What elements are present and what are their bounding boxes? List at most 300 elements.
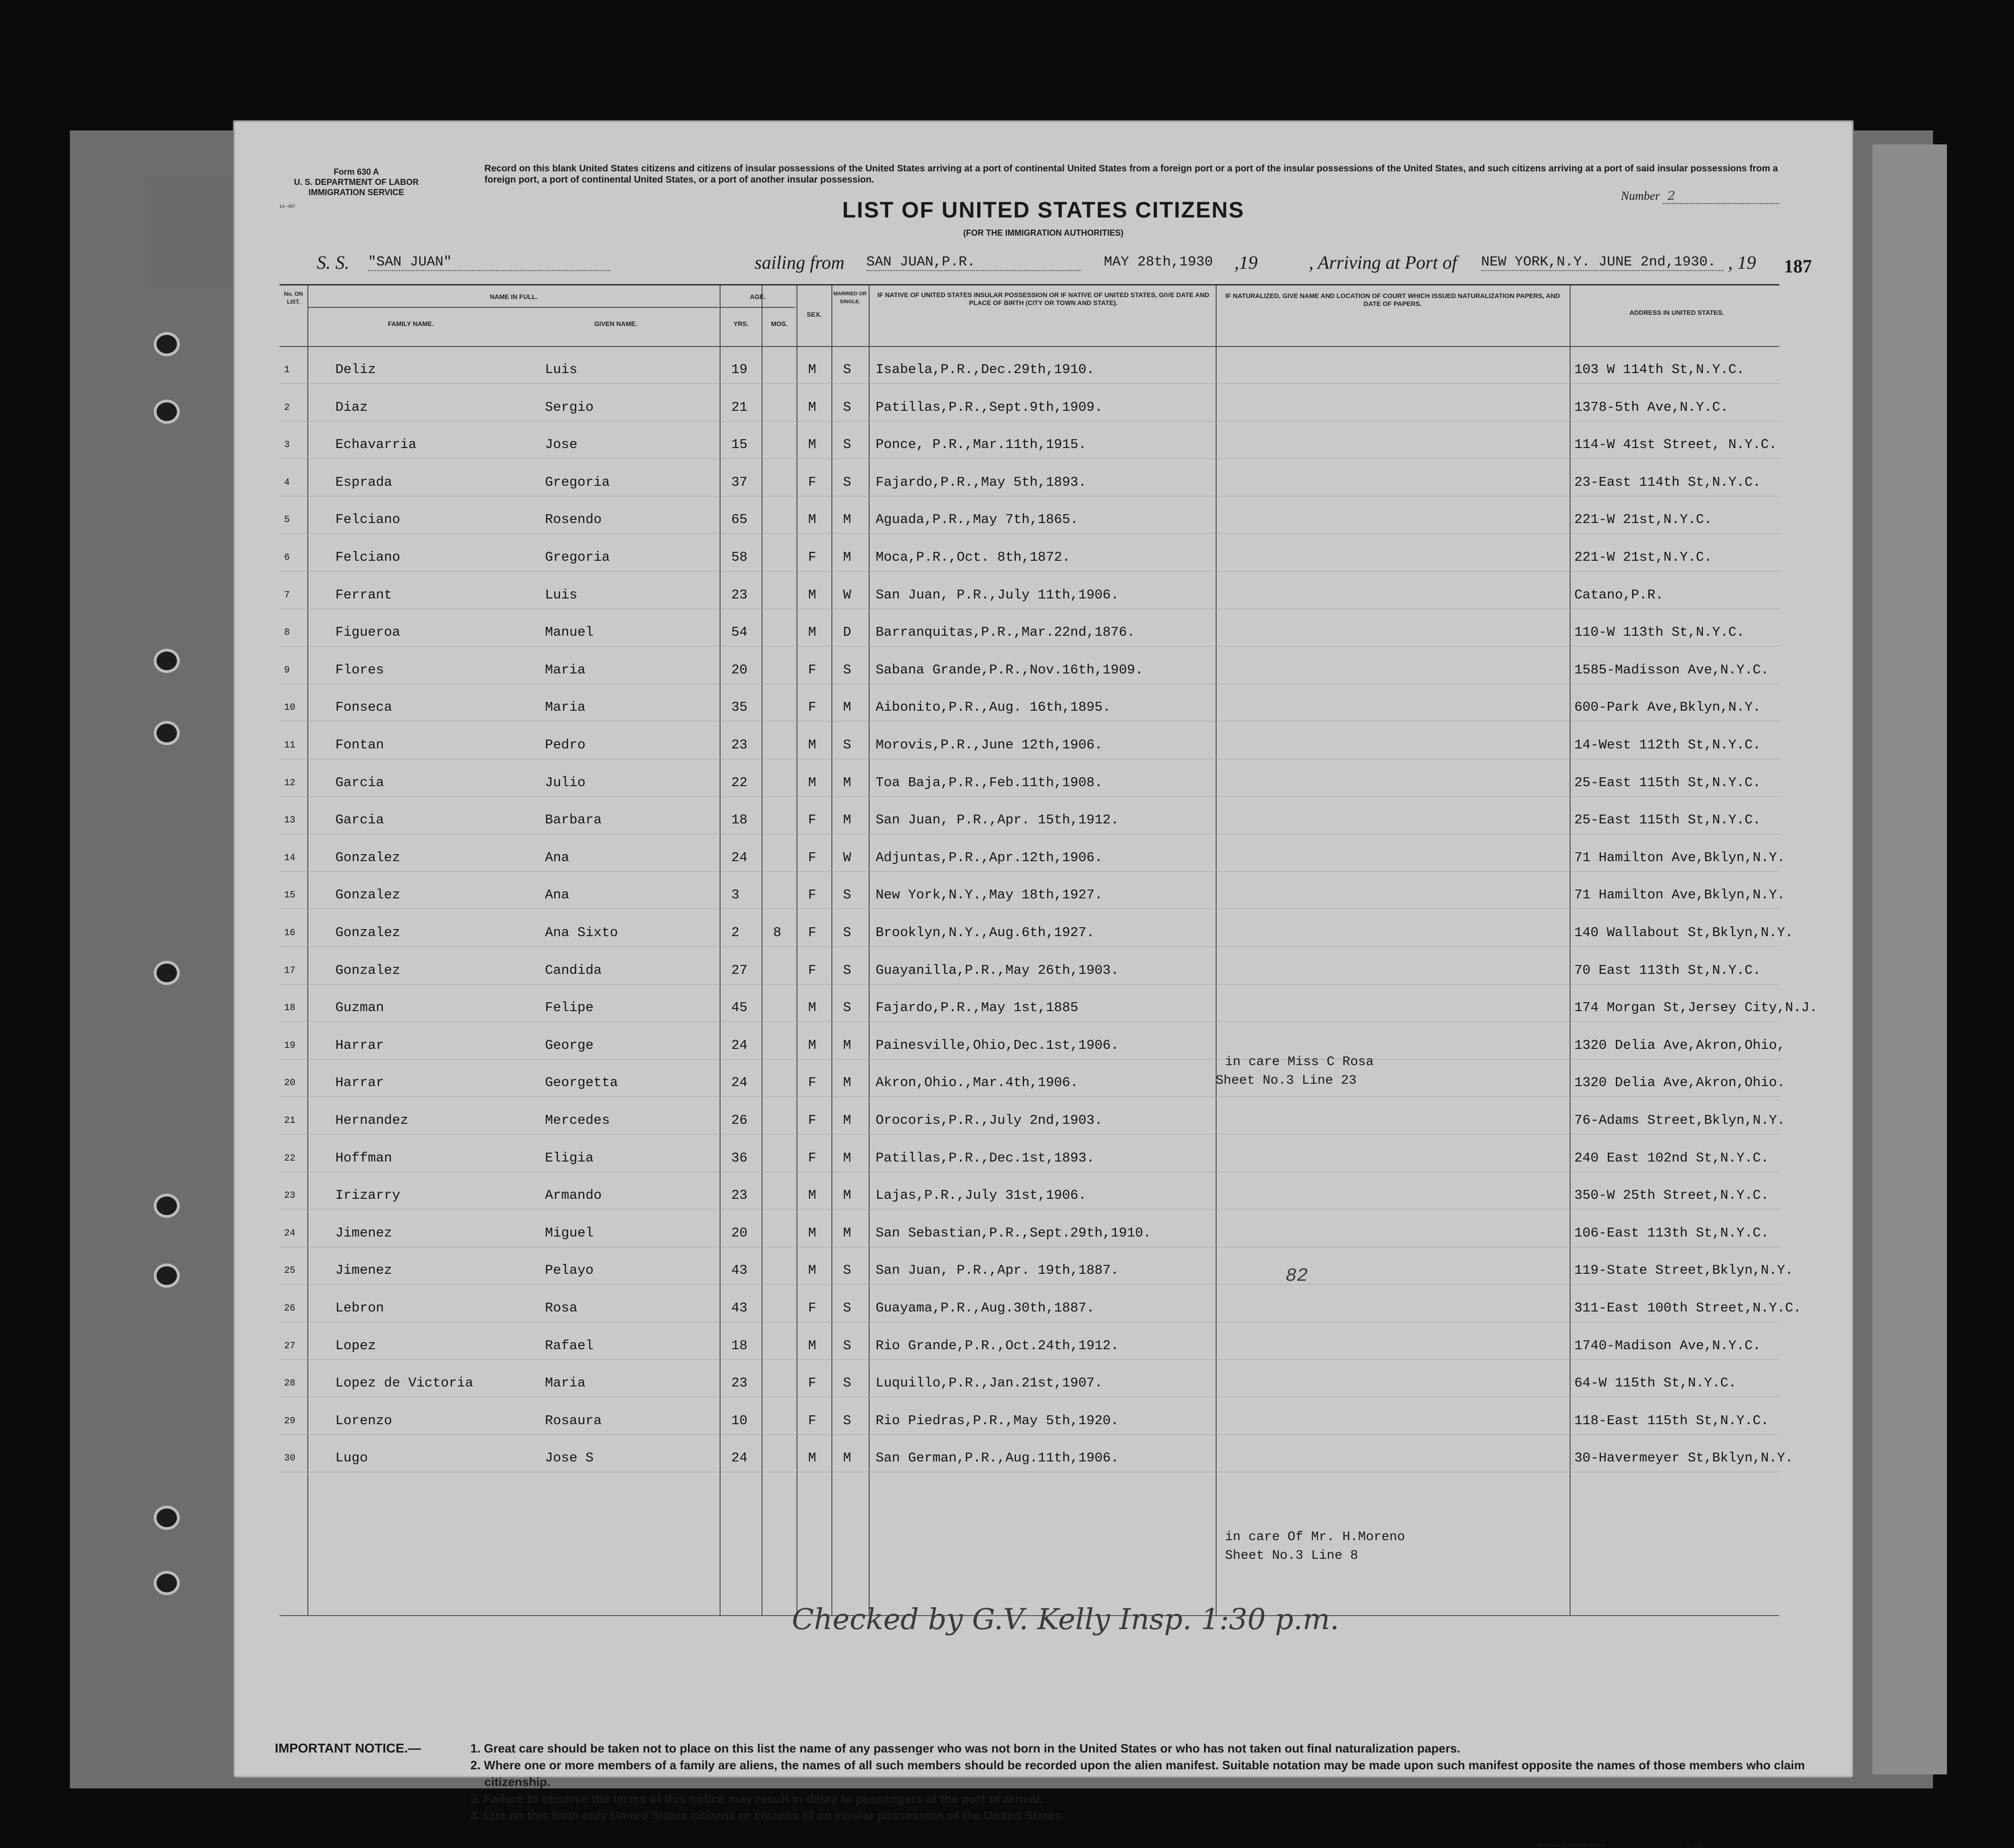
- given-name: Rosa: [545, 1300, 578, 1316]
- marital-status: S: [843, 437, 851, 453]
- header-name: NAME IN FULL.: [490, 293, 538, 300]
- marital-status: S: [843, 1263, 851, 1278]
- row-number: 4: [284, 477, 290, 488]
- binder-hole: [154, 332, 180, 356]
- sex: F: [808, 962, 816, 978]
- family-name: Hernandez: [335, 1113, 408, 1128]
- age-years: 45: [731, 1000, 748, 1016]
- given-name: George: [545, 1037, 594, 1053]
- row-number: 7: [284, 590, 290, 601]
- notice-item: 4. List on this form only United States citizens or citizens of an insular possession of the United States.: [470, 1808, 1065, 1822]
- given-name: Gregoria: [545, 550, 610, 565]
- age-years: 43: [731, 1263, 748, 1278]
- family-name: Jimenez: [335, 1225, 392, 1241]
- row-number: 17: [284, 965, 296, 976]
- form-number: Form 630 A: [333, 167, 379, 177]
- address: 25-East 115th St,N.Y.C.: [1574, 775, 1761, 790]
- row-rule: [279, 946, 1779, 947]
- sex: M: [808, 625, 816, 640]
- marital-status: M: [843, 1450, 851, 1466]
- address: 311-East 100th Street,N.Y.C.: [1574, 1300, 1802, 1316]
- printing-number: 14—214: [1686, 1843, 1702, 1848]
- family-name: Gonzalez: [335, 849, 401, 865]
- family-name: Fontan: [335, 737, 384, 753]
- sex: F: [808, 887, 816, 903]
- address: 106-East 113th St,N.Y.C.: [1574, 1225, 1769, 1241]
- row-number: 23: [284, 1190, 296, 1202]
- address: 30-Havermeyer St,Bklyn,N.Y.: [1574, 1450, 1793, 1466]
- table-row: [279, 698, 1779, 716]
- address: 114-W 41st Street, N.Y.C.: [1574, 437, 1777, 453]
- binder-hole: [154, 961, 180, 985]
- printing-code: 14—957: [279, 204, 296, 209]
- sex: M: [808, 1338, 816, 1353]
- table-row: [279, 660, 1779, 679]
- row-rule: [279, 458, 1779, 459]
- age-years: 58: [731, 550, 748, 565]
- row-number: 15: [284, 890, 296, 901]
- note-row29-care: in care Of Mr. H.Moreno: [1225, 1530, 1405, 1544]
- family-name: Felciano: [335, 512, 401, 528]
- row-number: 14: [284, 852, 296, 863]
- birth-place-date: San Juan, P.R.,Apr. 15th,1912.: [876, 812, 1119, 828]
- sex: M: [808, 1000, 816, 1016]
- birth-place-date: San German,P.R.,Aug.11th,1906.: [876, 1450, 1119, 1466]
- address: 350-W 25th Street,N.Y.C.: [1574, 1188, 1769, 1203]
- family-name: Deliz: [335, 362, 376, 377]
- birth-place-date: Moca,P.R.,Oct. 8th,1872.: [876, 550, 1070, 565]
- sex: M: [808, 362, 816, 377]
- arriving-port: NEW YORK,N.Y. JUNE 2nd,1930.: [1481, 254, 1723, 271]
- address: 76-Adams Street,Bklyn,N.Y.: [1574, 1113, 1785, 1128]
- row-number: 12: [284, 777, 296, 788]
- binder-hole: [154, 400, 180, 424]
- given-name: Luis: [545, 587, 578, 603]
- birth-place-date: Aibonito,P.R.,Aug. 16th,1895.: [876, 700, 1111, 715]
- sex: F: [808, 1113, 816, 1128]
- birth-place-date: San Sebastian,P.R.,Sept.29th,1910.: [876, 1225, 1151, 1241]
- table-row: [279, 1111, 1785, 1129]
- binder-hole: [154, 721, 180, 745]
- table-row: [279, 961, 1779, 979]
- header-address: ADDRESS IN UNITED STATES.: [1629, 309, 1724, 316]
- marital-status: S: [843, 662, 851, 678]
- row-number: 18: [284, 1003, 296, 1014]
- number-value: 2: [1663, 189, 1779, 204]
- marital-status: M: [843, 550, 851, 565]
- sex: F: [808, 1375, 816, 1391]
- age-months: 8: [773, 925, 782, 940]
- sex: M: [808, 1188, 816, 1203]
- table-row: [279, 1036, 1785, 1054]
- header-yrs: YRS.: [733, 320, 749, 327]
- year-prefix: ,19: [1234, 252, 1258, 273]
- table-row: [279, 585, 1779, 604]
- given-name: Felipe: [545, 1000, 594, 1016]
- birth-place-date: Ponce, P.R.,Mar.11th,1915.: [876, 437, 1087, 453]
- address: 140 Wallabout St,Bklyn,N.Y.: [1574, 925, 1793, 940]
- row-number: 19: [284, 1040, 296, 1051]
- row-number: 13: [284, 815, 296, 826]
- binder-hole: [154, 1264, 180, 1288]
- given-name: Georgetta: [545, 1075, 618, 1091]
- right-strip: [1872, 144, 1947, 1774]
- address: 1740-Madison Ave,N.Y.C.: [1574, 1338, 1761, 1353]
- age-years: 36: [731, 1150, 748, 1166]
- age-years: 3: [731, 887, 740, 903]
- row-number: 30: [284, 1453, 296, 1464]
- sailing-date: MAY 28th,1930: [1104, 254, 1213, 270]
- intro-text: Record on this blank United States citizens and citizens of insular possessions of the United States arriving at a port of continental United States from a foreign port or a port of the insular possessions of the United States, and such citizens arriving at a port of said insular possessions from a foreign port, a port of continental United States, or a port of another insular possession.: [484, 163, 1778, 185]
- sex: F: [808, 662, 816, 678]
- address: 110-W 113th St,N.Y.C.: [1574, 625, 1745, 640]
- address: 70 East 113th St,N.Y.C.: [1574, 962, 1761, 978]
- header-age: AGE.: [749, 293, 766, 300]
- binder-hole: [154, 1194, 180, 1218]
- family-name: Gonzalez: [335, 962, 401, 978]
- sex: F: [808, 474, 816, 490]
- year2: , 19: [1728, 252, 1756, 273]
- table-row: [279, 1148, 1779, 1167]
- age-years: 2: [731, 925, 740, 940]
- marital-status: M: [843, 812, 851, 828]
- row-rule: [279, 984, 1779, 985]
- table-row: [279, 360, 1779, 379]
- marital-status: D: [843, 625, 851, 640]
- birth-place-date: Toa Baja,P.R.,Feb.11th,1908.: [876, 775, 1103, 790]
- table-row: [279, 1373, 1779, 1392]
- table-row: [279, 773, 1779, 792]
- age-years: 18: [731, 812, 748, 828]
- address: 1320 Delia Ave,Akron,Ohio.: [1574, 1075, 1785, 1091]
- address: 25-East 115th St,N.Y.C.: [1574, 812, 1761, 828]
- row-number: 24: [284, 1228, 296, 1239]
- given-name: Julio: [545, 775, 586, 790]
- given-name: Jose S: [545, 1450, 594, 1466]
- sailing-from: SAN JUAN,P.R.: [866, 254, 1081, 271]
- family-name: Gonzalez: [335, 925, 401, 940]
- birth-place-date: San Juan, P.R.,July 11th,1906.: [876, 587, 1119, 603]
- age-years: 24: [731, 1075, 748, 1091]
- given-name: Armando: [545, 1188, 602, 1203]
- age-years: 43: [731, 1300, 748, 1316]
- row-number: 3: [284, 440, 290, 451]
- age-years: 22: [731, 775, 748, 790]
- address: 1378-5th Ave,N.Y.C.: [1574, 399, 1728, 415]
- row-number: 9: [284, 665, 290, 676]
- address: 71 Hamilton Ave,Bklyn,N.Y.: [1574, 887, 1785, 903]
- row-number: 28: [284, 1378, 296, 1389]
- age-years: 65: [731, 512, 748, 528]
- sex: F: [808, 1413, 816, 1428]
- family-name: Esprada: [335, 474, 392, 490]
- family-name: Lopez de Victoria: [335, 1375, 473, 1391]
- age-years: 23: [731, 737, 748, 753]
- address: 103 W 114th St,N.Y.C.: [1574, 362, 1745, 377]
- header-sex: SEX.: [807, 311, 822, 318]
- binder-hole: [154, 649, 180, 673]
- family-name: Flores: [335, 662, 384, 678]
- row-number: 10: [284, 702, 296, 713]
- address: 14-West 112th St,N.Y.C.: [1574, 737, 1761, 753]
- age-years: 15: [731, 437, 748, 453]
- header-no: No. ON LIST.: [284, 291, 303, 305]
- row-rule: [279, 871, 1779, 872]
- family-name: Garcia: [335, 812, 384, 828]
- marital-status: S: [843, 474, 851, 490]
- table-row: [279, 885, 1785, 904]
- table-row: [279, 735, 1779, 754]
- age-years: 26: [731, 1113, 748, 1128]
- age-years: 24: [731, 1450, 748, 1466]
- row-rule: [279, 1434, 1779, 1435]
- row-number: 22: [284, 1153, 296, 1164]
- age-years: 37: [731, 474, 748, 490]
- address: Catano,P.R.: [1574, 587, 1664, 603]
- table-row: [279, 1448, 1793, 1467]
- sex: F: [808, 550, 816, 565]
- marital-status: S: [843, 1413, 851, 1428]
- given-name: Maria: [545, 1375, 586, 1391]
- age-years: 35: [731, 700, 748, 715]
- table-row: [279, 510, 1779, 529]
- birth-place-date: Adjuntas,P.R.,Apr.12th,1906.: [876, 849, 1103, 865]
- row-rule: [279, 796, 1779, 797]
- sex: F: [808, 812, 816, 828]
- row-rule: [279, 1059, 1779, 1060]
- family-name: Lebron: [335, 1300, 384, 1316]
- marital-status: M: [843, 1037, 851, 1053]
- family-name: Garcia: [335, 775, 384, 790]
- age-years: 24: [731, 849, 748, 865]
- ss-label: S. S.: [317, 252, 349, 273]
- address: 118-East 115th St,N.Y.C.: [1574, 1413, 1769, 1428]
- notice-label: IMPORTANT NOTICE.—: [275, 1741, 421, 1755]
- address: 221-W 21st,N.Y.C.: [1574, 550, 1712, 565]
- age-years: 21: [731, 399, 748, 415]
- ship-line: [317, 251, 1826, 274]
- address: 64-W 115th St,N.Y.C.: [1574, 1375, 1737, 1391]
- marital-status: M: [843, 1188, 851, 1203]
- address: 1320 Delia Ave,Akron,Ohio,: [1574, 1037, 1785, 1053]
- marital-status: M: [843, 1225, 851, 1241]
- passenger-table: [279, 284, 1818, 1616]
- given-name: Maria: [545, 700, 586, 715]
- given-name: Rosendo: [545, 512, 602, 528]
- birth-place-date: New York,N.Y.,May 18th,1927.: [876, 887, 1103, 903]
- birth-place-date: Aguada,P.R.,May 7th,1865.: [876, 512, 1079, 528]
- birth-place-date: Guayama,P.R.,Aug.30th,1887.: [876, 1300, 1095, 1316]
- row-number: 6: [284, 552, 290, 563]
- age-years: 18: [731, 1338, 748, 1353]
- marital-status: S: [843, 1000, 851, 1016]
- page-title: LIST OF UNITED STATES CITIZENS: [842, 198, 1245, 223]
- given-name: Mercedes: [545, 1113, 610, 1128]
- row-number: 11: [284, 740, 296, 751]
- address: 23-East 114th St,N.Y.C.: [1574, 474, 1761, 490]
- sex: M: [808, 512, 816, 528]
- row-number: 25: [284, 1265, 296, 1277]
- given-name: Barbara: [545, 812, 602, 828]
- row-number: 27: [284, 1340, 296, 1352]
- binder-hole: [154, 1506, 180, 1530]
- given-name: Maria: [545, 662, 586, 678]
- table-row: [279, 1261, 1793, 1279]
- address: 174 Morgan St,Jersey City,N.J.: [1574, 1000, 1818, 1016]
- given-name: Candida: [545, 962, 602, 978]
- printing-office: GOVERNMENT PRINTING OFFICE: [1537, 1843, 1605, 1848]
- marital-status: S: [843, 1300, 851, 1316]
- page-number: 187: [1784, 256, 1812, 277]
- marital-status: S: [843, 887, 851, 903]
- address: 600-Park Ave,Bklyn,N.Y.: [1574, 700, 1761, 715]
- given-name: Rosaura: [545, 1413, 602, 1428]
- table-row: [279, 398, 1779, 416]
- table-row: [279, 998, 1818, 1017]
- marital-status: M: [843, 1150, 851, 1166]
- note-row29-sheet: Sheet No.3 Line 8: [1225, 1549, 1358, 1563]
- note-row16-sheet: Sheet No.3 Line 23: [1216, 1073, 1357, 1088]
- age-years: 54: [731, 625, 748, 640]
- marital-status: S: [843, 399, 851, 415]
- marital-status: M: [843, 1113, 851, 1128]
- pencil-mark: 82: [1286, 1266, 1308, 1287]
- address: 221-W 21st,N.Y.C.: [1574, 512, 1712, 528]
- marital-status: S: [843, 737, 851, 753]
- marital-status: S: [843, 925, 851, 940]
- sex: M: [808, 587, 816, 603]
- family-name: Lugo: [335, 1450, 368, 1466]
- header-naturalized: IF NATURALIZED, GIVE NAME AND LOCATION OF COURT WHICH ISSUED NATURALIZATION PAPERS, AND DATE OF PAPERS.: [1225, 292, 1560, 307]
- family-name: Guzman: [335, 1000, 384, 1016]
- side-stamp: [144, 177, 238, 289]
- age-years: 20: [731, 662, 748, 678]
- family-name: Figueroa: [335, 625, 401, 640]
- sex: M: [808, 1225, 816, 1241]
- marital-status: M: [843, 1075, 851, 1091]
- sex: M: [808, 1037, 816, 1053]
- age-years: 20: [731, 1225, 748, 1241]
- sex: M: [808, 437, 816, 453]
- birth-place-date: Patillas,P.R.,Dec.1st,1893.: [876, 1150, 1095, 1166]
- table-row: [279, 810, 1779, 829]
- birth-place-date: Orocoris,P.R.,July 2nd,1903.: [876, 1113, 1103, 1128]
- given-name: Pelayo: [545, 1263, 594, 1278]
- marital-status: M: [843, 700, 851, 715]
- family-name: Jimenez: [335, 1263, 392, 1278]
- given-name: Jose: [545, 437, 578, 453]
- table-row: [279, 435, 1779, 454]
- age-years: 10: [731, 1413, 748, 1428]
- family-name: Lopez: [335, 1338, 376, 1353]
- notice-item: 1. Great care should be taken not to place on this list the name of any passenger who was not born in the United States or who has not taken out final naturalization papers.: [470, 1741, 1461, 1755]
- age-years: 19: [731, 362, 748, 377]
- sex: M: [808, 399, 816, 415]
- sex: M: [808, 737, 816, 753]
- table-row: [279, 1411, 1779, 1430]
- sex: F: [808, 700, 816, 715]
- given-name: Sergio: [545, 399, 594, 415]
- header-given: GIVEN NAME.: [594, 320, 638, 327]
- ship-name: "SAN JUAN": [368, 254, 610, 271]
- row-number: 5: [284, 515, 290, 526]
- given-name: Eligia: [545, 1150, 594, 1166]
- marital-status: M: [843, 512, 851, 528]
- birth-place-date: Luquillo,P.R.,Jan.21st,1907.: [876, 1375, 1103, 1391]
- age-years: 23: [731, 1375, 748, 1391]
- birth-place-date: Fajardo,P.R.,May 1st,1885: [876, 1000, 1079, 1016]
- header-marital: MARRIED OR SINGLE.: [833, 291, 867, 305]
- age-years: 23: [731, 587, 748, 603]
- row-rule: [279, 533, 1779, 534]
- birth-place-date: Akron,Ohio.,Mar.4th,1906.: [876, 1075, 1079, 1091]
- checked-by-signature: Checked by G.V. Kelly Insp. 1:30 p.m.: [792, 1602, 1340, 1636]
- marital-status: S: [843, 1338, 851, 1353]
- birth-place-date: Patillas,P.R.,Sept.9th,1909.: [876, 399, 1103, 415]
- birth-place-date: Brooklyn,N.Y.,Aug.6th,1927.: [876, 925, 1095, 940]
- table-row: [279, 1336, 1779, 1355]
- table-row: [279, 623, 1779, 641]
- marital-status: S: [843, 1375, 851, 1391]
- sex: M: [808, 1263, 816, 1278]
- given-name: Ana: [545, 887, 570, 903]
- address: 71 Hamilton Ave,Bklyn,N.Y.: [1574, 849, 1785, 865]
- row-rule: [279, 1134, 1779, 1135]
- row-number: 21: [284, 1115, 296, 1126]
- birth-place-date: Rio Grande,P.R.,Oct.24th,1912.: [876, 1338, 1119, 1353]
- birth-place-date: Morovis,P.R.,June 12th,1906.: [876, 737, 1103, 753]
- sex: F: [808, 1150, 816, 1166]
- row-number: 1: [284, 365, 290, 375]
- row-number: 8: [284, 627, 290, 639]
- age-years: 24: [731, 1037, 748, 1053]
- row-number: 26: [284, 1303, 296, 1314]
- table-row: [279, 923, 1793, 942]
- birth-place-date: Lajas,P.R.,July 31st,1906.: [876, 1188, 1087, 1203]
- family-name: Gonzalez: [335, 887, 401, 903]
- birth-place-date: Guayanilla,P.R.,May 26th,1903.: [876, 962, 1119, 978]
- table-row: [279, 848, 1785, 867]
- marital-status: W: [843, 849, 851, 865]
- table-row: [279, 1186, 1779, 1204]
- header-mos: MOS.: [771, 320, 788, 327]
- birth-place-date: Rio Piedras,P.R.,May 5th,1920.: [876, 1413, 1119, 1428]
- department: U. S. DEPARTMENT OF LABOR: [294, 177, 419, 187]
- family-name: Ferrant: [335, 587, 392, 603]
- binder-hole: [154, 1571, 180, 1595]
- birth-place-date: Fajardo,P.R.,May 5th,1893.: [876, 474, 1087, 490]
- table-row: [279, 1223, 1779, 1242]
- family-name: Harrar: [335, 1075, 384, 1091]
- header-birth: IF NATIVE OF UNITED STATES INSULAR POSSESSION OR IF NATIVE OF UNITED STATES, GIVE DATE AND PLACE OF BIRTH (CITY OR TOWN AND STATE).: [877, 291, 1210, 306]
- row-rule: [279, 1359, 1779, 1360]
- birth-place-date: Barranquitas,P.R.,Mar.22nd,1876.: [876, 625, 1135, 640]
- given-name: Rafael: [545, 1338, 594, 1353]
- arriving-label: , Arriving at Port of: [1309, 252, 1457, 273]
- row-number: 2: [284, 402, 290, 413]
- marital-status: W: [843, 587, 851, 603]
- row-number: 29: [284, 1415, 296, 1427]
- table-row: [279, 473, 1779, 491]
- birth-place-date: Sabana Grande,P.R.,Nov.16th,1909.: [876, 662, 1143, 678]
- service: IMMIGRATION SERVICE: [308, 188, 404, 197]
- marital-status: M: [843, 775, 851, 790]
- sex: F: [808, 1300, 816, 1316]
- table-row: [279, 1073, 1785, 1092]
- sex: M: [808, 775, 816, 790]
- page-subtitle: (FOR THE IMMIGRATION AUTHORITIES): [963, 228, 1123, 238]
- family-name: Fonseca: [335, 700, 392, 715]
